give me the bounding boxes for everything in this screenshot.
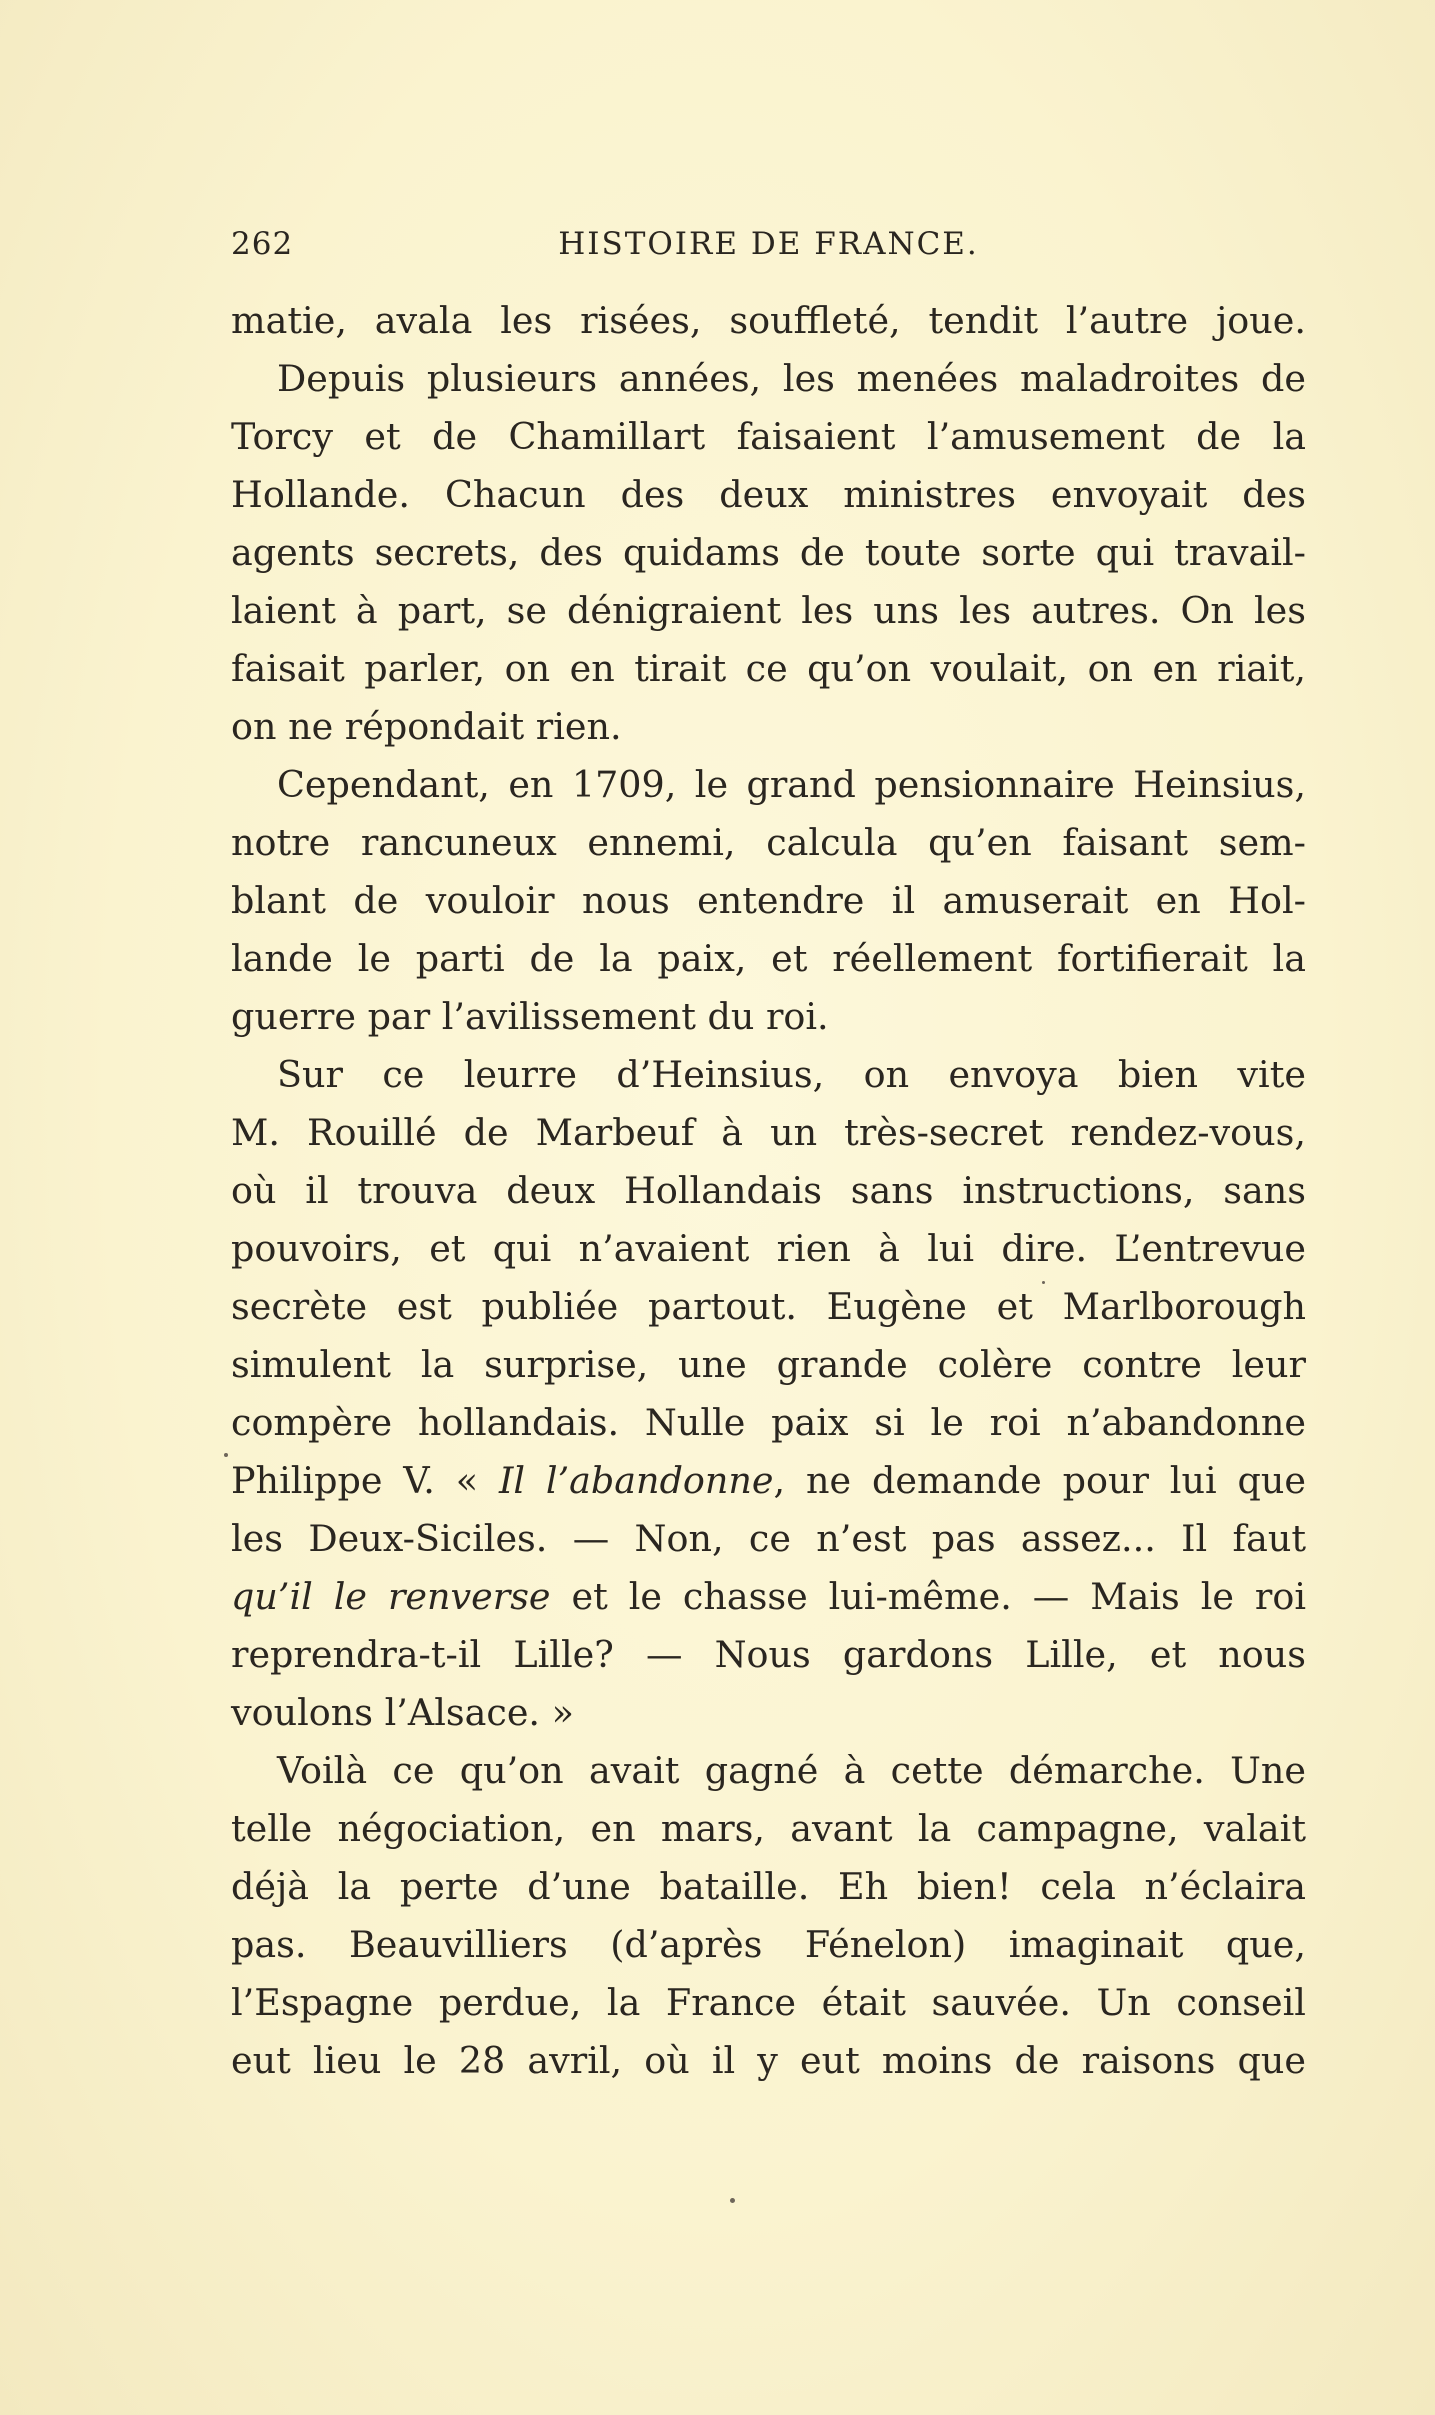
text-line-with-italic [231, 1568, 1306, 1626]
text-line: M. Rouillé de Marbeuf à un très-secret rendez-vous, [231, 1111, 1306, 1154]
italic-quote: Il l’abandonne [498, 1459, 774, 1502]
running-head [231, 226, 1306, 272]
text-line: telle négociation, en mars, avant la campagne, valait [231, 1807, 1306, 1850]
text-line: Torcy et de Chamillart faisaient l’amusement de la [231, 415, 1306, 458]
text-line: matie, avala les risées, souffleté, tendit l’autre joue. [231, 299, 1306, 342]
page-number: 262 [231, 226, 294, 262]
paper-speck [1042, 1281, 1045, 1284]
text-line: laient à part, se dénigraient les uns les autres. On les [231, 589, 1306, 632]
text-line: blant de vouloir nous entendre il amuserait en Hol- [231, 879, 1306, 922]
text-segment: Philippe V. « [231, 1459, 499, 1502]
text-line-with-italic [231, 1452, 1306, 1510]
text-line: Sur ce leurre d’Heinsius, on envoya bien vite [277, 1053, 1306, 1096]
text-line: Hollande. Chacun des deux ministres envoyait des [231, 473, 1306, 516]
text-line: voulons l’Alsace. » [231, 1691, 574, 1734]
text-line: compère hollandais. Nulle paix si le roi n’abandonne [231, 1401, 1306, 1444]
text-line: simulent la surprise, une grande colère contre leur [231, 1343, 1306, 1386]
text-line: Voilà ce qu’on avait gagné à cette démarche. Une [277, 1749, 1306, 1792]
text-line: eut lieu le 28 avril, où il y eut moins de raisons que [231, 2039, 1306, 2082]
text-line: lande le parti de la paix, et réellement fortifierait la [231, 937, 1306, 980]
text-line: pas. Beauvilliers (d’après Fénelon) imaginait que, [231, 1923, 1306, 1966]
text-segment: et le chasse lui-même. — Mais le roi [550, 1575, 1307, 1618]
paper-speck [224, 1453, 228, 1457]
text-line: reprendra-t-il Lille? — Nous gardons Lille, et nous [231, 1633, 1306, 1676]
text-line: déjà la perte d’une bataille. Eh bien! cela n’éclaira [231, 1865, 1306, 1908]
italic-quote: qu’il le renverse [231, 1575, 551, 1618]
text-line: Depuis plusieurs années, les menées maladroites de [277, 357, 1306, 400]
text-line: on ne répondait rien. [231, 705, 622, 748]
paper-speck [730, 2198, 735, 2203]
text-segment: , ne demande pour lui que [773, 1459, 1307, 1502]
text-line: faisait parler, on en tirait ce qu’on voulait, on en riait, [231, 647, 1306, 690]
text-line: guerre par l’avilissement du roi. [231, 995, 829, 1038]
text-line: Cependant, en 1709, le grand pensionnaire Heinsius, [277, 763, 1306, 806]
text-line: les Deux-Siciles. — Non, ce n’est pas assez... Il faut [231, 1517, 1306, 1560]
running-title: HISTOIRE DE FRANCE. [558, 226, 979, 262]
text-line: notre rancuneux ennemi, calcula qu’en faisant sem- [231, 821, 1306, 864]
text-line: pouvoirs, et qui n’avaient rien à lui dire. L’entrevue [231, 1227, 1306, 1270]
text-line: secrète est publiée partout. Eugène et Marlborough [231, 1285, 1306, 1328]
text-line: agents secrets, des quidams de toute sorte qui travail- [231, 531, 1306, 574]
text-line: où il trouva deux Hollandais sans instructions, sans [231, 1169, 1306, 1212]
text-line: l’Espagne perdue, la France était sauvée. Un conseil [231, 1981, 1306, 2024]
body-text [231, 292, 1306, 2090]
